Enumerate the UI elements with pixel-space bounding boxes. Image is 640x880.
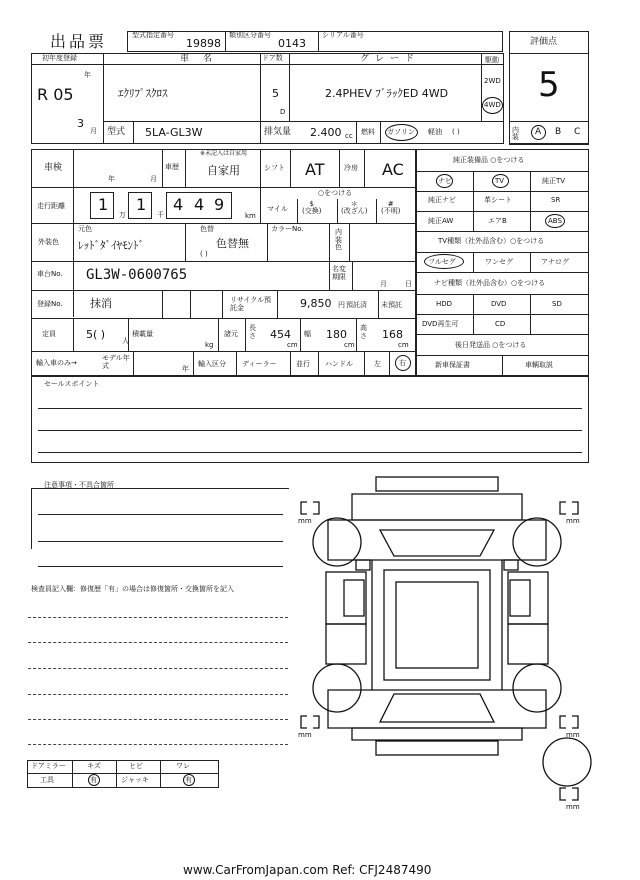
capacity-value: 5( ) xyxy=(86,328,106,341)
history-label: 車歴 xyxy=(165,163,179,171)
equip-sr: SR xyxy=(551,196,561,204)
first-reg-month-unit: 月 xyxy=(90,127,97,135)
handle-right: 右 xyxy=(399,359,406,367)
factory-equip-label: 純正装備品 ○をつける xyxy=(453,156,525,164)
chassis-value: GL3W-0600765 xyxy=(86,267,188,283)
navi-sd: SD xyxy=(552,300,562,308)
tire-fl-mm: mm xyxy=(298,517,312,525)
interior-grade-b: B xyxy=(555,127,562,137)
mileage-label: 走行距離 xyxy=(37,202,65,210)
eval-label: 評価点 xyxy=(530,37,558,47)
tire-rl-mm: mm xyxy=(298,731,312,739)
car-name-label: 車名 xyxy=(180,54,227,64)
tire-rr-mm: mm xyxy=(566,731,580,739)
height-value: 168 xyxy=(382,328,403,341)
serial-label: シリアル番号 xyxy=(322,31,364,39)
mileage-digit-5: 9 xyxy=(214,195,225,214)
length-label: 長さ xyxy=(249,324,256,340)
equip-navi: ナビ xyxy=(438,177,452,185)
door-sub: D xyxy=(280,108,286,116)
color-change-value: 色替無 xyxy=(216,237,249,250)
first-reg-year-unit: 年 xyxy=(84,71,91,79)
history-note: ※未記入は自家用 xyxy=(200,150,248,157)
break-label: ワレ xyxy=(176,762,190,770)
width-unit: cm xyxy=(344,341,355,349)
car-name-value: ｴｸﾘﾌﾟｽｸﾛｽ xyxy=(118,87,168,100)
door-label: ドア数 xyxy=(262,54,283,62)
equip-genuine-navi: 純正ナビ xyxy=(428,196,456,204)
ac-value: AC xyxy=(382,160,404,179)
drive-4wd: 4WD xyxy=(484,101,501,109)
mileage-check-mile: マイル xyxy=(267,205,288,213)
light-oil-paren: ( ) xyxy=(452,128,460,136)
mileage-man: 万 xyxy=(119,211,126,219)
name-change-day: 日 xyxy=(405,280,412,288)
class-label: 類別区分番号 xyxy=(229,31,271,39)
equip-genuine-tv: 純正TV xyxy=(542,177,566,185)
model-year-label: モデル年式 xyxy=(102,354,130,371)
import-type-label: 輸入区分 xyxy=(198,360,226,368)
name-change-label: 名変期限 xyxy=(332,265,346,282)
tv-oneseg: ワンセグ xyxy=(485,258,513,266)
navi-type-label: ナビ種類（社外品含む）○をつける xyxy=(434,279,546,287)
history-value: 自家用 xyxy=(207,164,240,177)
recycle-value: 9,850 xyxy=(300,297,332,310)
reg-label: 登録No. xyxy=(37,300,63,308)
type-cert-label: 型式指定番号 xyxy=(132,31,174,39)
model-label: 型式 xyxy=(107,127,126,137)
equip-tv: TV xyxy=(495,177,505,185)
tv-type-label: TV種類（社外品含む）○をつける xyxy=(438,237,545,245)
docs-label: 後日発送品 ○をつける xyxy=(455,341,527,349)
handle-left: 左 xyxy=(374,360,381,368)
height-unit: cm xyxy=(398,341,409,349)
model-value: 5LA-GL3W xyxy=(145,126,203,139)
grade-value: 2.4PHEV ﾌﾞﾗｯｸED 4WD xyxy=(325,87,449,100)
mirror-label: ドアミラー xyxy=(31,762,66,770)
docs-warranty: 新車保証書 xyxy=(435,361,470,369)
tire-fr-mm: mm xyxy=(566,517,580,525)
jack-label: ジャッキ xyxy=(121,776,149,784)
model-year-unit: 年 xyxy=(182,365,189,373)
interior-grade-c: C xyxy=(574,127,581,137)
navi-dvd-play: DVD再生可 xyxy=(422,320,459,328)
navi-dvd: DVD xyxy=(491,300,507,308)
sales-point-label: セールスポイント xyxy=(44,380,100,388)
color-paren: ( ) xyxy=(200,250,208,258)
crack-label: ヒビ xyxy=(129,762,143,770)
mileage-digit-3: 4 xyxy=(173,195,184,214)
mileage-check-tampered: ＊ (改ざん) xyxy=(341,200,368,215)
handle-label: ハンドル xyxy=(325,360,353,368)
navi-cd: CD xyxy=(495,320,506,328)
equip-genuine-aw: 純正AW xyxy=(428,217,454,225)
footer-watermark: www.CarFromJapan.com Ref: CFJ2487490 xyxy=(183,863,432,877)
displacement-unit: cc xyxy=(345,132,353,140)
inspection-label: 車検 xyxy=(44,163,63,173)
scratch-label: キズ xyxy=(87,762,101,770)
width-label: 幅 xyxy=(304,330,311,338)
mileage-sen: 千 xyxy=(157,211,164,219)
mileage-unit: km xyxy=(245,212,256,220)
length-unit: cm xyxy=(287,341,298,349)
equip-leather: 革シート xyxy=(484,196,512,204)
ac-label: 冷房 xyxy=(344,164,358,172)
mileage-digit-2: 1 xyxy=(136,195,147,214)
drive-2wd: 2WD xyxy=(484,77,501,85)
notes-label: 注意事項・不具合箇所 xyxy=(44,481,114,489)
length-value: 454 xyxy=(270,328,291,341)
fuel-label: 燃料 xyxy=(361,128,375,136)
tools-has: 有 xyxy=(90,776,97,784)
mileage-digit-4: 4 xyxy=(194,195,205,214)
recycle-unpaid: 未預託 xyxy=(381,301,402,309)
form-title: 出品票 xyxy=(50,32,108,51)
recycle-paid: 預託済 xyxy=(346,301,367,309)
type-cert-value: 19898 xyxy=(186,37,221,50)
color-code-label: カラーNo. xyxy=(271,225,304,233)
docs-manual: 車輌取説 xyxy=(525,361,553,369)
displacement-value: 2.400 xyxy=(310,126,342,139)
recycle-label: リサイクル預託金 xyxy=(230,296,272,313)
height-label: 高さ xyxy=(360,324,367,340)
equip-airbag: エアB xyxy=(488,217,507,225)
inspector-label: 検査員記入欄：修復歴「有」の場合は修復箇所・交換箇所を記入 xyxy=(31,585,234,593)
mileage-check-exchange: $ (交換) xyxy=(302,200,322,215)
class-value: 0143 xyxy=(278,37,306,50)
jack-has: 有 xyxy=(185,776,192,784)
dealer-label: ディーラー xyxy=(242,360,277,368)
dims-label: 諸元 xyxy=(224,330,238,338)
reg-value: 抹消 xyxy=(90,297,112,310)
door-value: 5 xyxy=(272,87,279,100)
name-change-month: 月 xyxy=(380,280,387,288)
displacement-label: 排気量 xyxy=(264,127,292,137)
width-value: 180 xyxy=(326,328,347,341)
tv-analog: アナログ xyxy=(541,258,569,266)
shift-label: シフト xyxy=(264,164,285,172)
inner-color-label: 内装色 xyxy=(335,228,342,252)
first-reg-month: 3 xyxy=(77,117,84,130)
tools-label: 工具 xyxy=(40,776,54,784)
color-change-label: 色替 xyxy=(200,225,214,233)
inspection-month: 月 xyxy=(150,175,157,183)
drive-label: 駆動 xyxy=(485,56,499,64)
eval-score: 5 xyxy=(538,65,560,105)
grade-label: グレード xyxy=(360,54,421,64)
mileage-check-header: ○をつける xyxy=(318,189,353,197)
light-oil-label: 軽油 xyxy=(428,128,442,136)
load-label: 積載量 xyxy=(132,330,153,338)
fuel-value: ガソリン xyxy=(387,128,415,136)
spare-tire-mm: mm xyxy=(566,803,580,811)
mileage-digit-1: 1 xyxy=(98,195,109,214)
first-reg-era: R 05 xyxy=(37,85,74,104)
capacity-label: 定員 xyxy=(42,330,56,338)
tv-fullseg: フルセグ xyxy=(428,258,456,266)
parallel-label: 並行 xyxy=(296,360,310,368)
navi-hdd: HDD xyxy=(436,300,453,308)
interior-grade-a: A xyxy=(535,127,542,137)
capacity-unit: 人 xyxy=(122,337,129,345)
mileage-check-unknown: # (不明) xyxy=(381,200,401,215)
orig-color-value: ﾚｯﾄﾞﾀﾞｲﾔﾓﾝﾄﾞ xyxy=(78,239,144,252)
equip-abs: ABS xyxy=(548,217,562,225)
chassis-label: 車台No. xyxy=(37,270,63,278)
recycle-unit: 円 xyxy=(338,301,345,309)
load-unit: kg xyxy=(205,341,214,349)
inspection-year: 年 xyxy=(108,175,115,183)
interior-label: 内装 xyxy=(512,126,519,141)
shift-value: AT xyxy=(305,160,325,179)
first-reg-label: 初年度登録 xyxy=(42,54,77,62)
color-label: 外装色 xyxy=(38,238,59,246)
import-label: 輸入車のみ→ xyxy=(36,359,77,367)
orig-color-label: 元色 xyxy=(78,225,92,233)
